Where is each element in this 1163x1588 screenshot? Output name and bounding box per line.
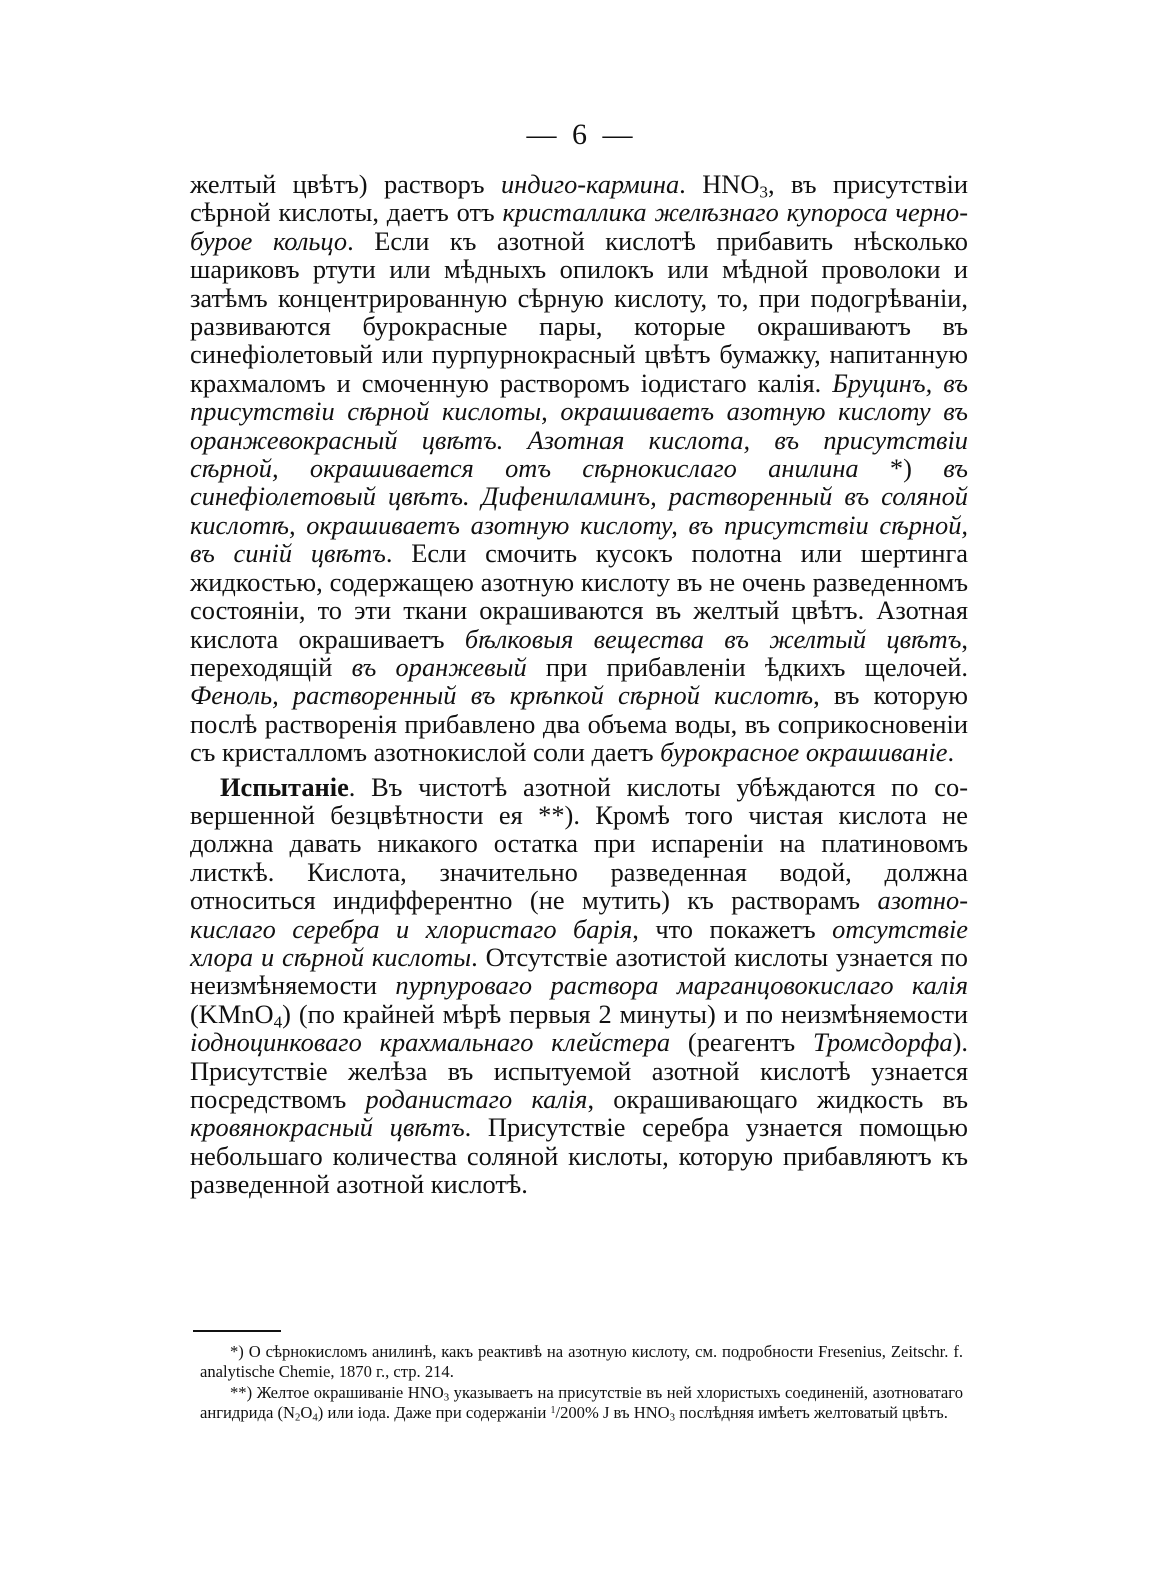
text-run: . HNO	[679, 169, 760, 199]
footnote-text: ) или іода. Даже при содержаніи	[317, 1402, 551, 1422]
text-run: при прибавленіи ѣдкихъ щелочей.	[526, 651, 969, 682]
text-run: . Отсутствіе азотистой кислоты узнается по неизмѣняемости	[190, 941, 968, 1001]
subscript: 4	[312, 1411, 318, 1424]
text-run: ). Присутствіе желѣза въ испытуемой азотной кислотѣ узнается посредствомъ	[190, 1027, 968, 1114]
italic-run: Феноль, растворенный въ крѣпкой сѣрной кислотѣ	[190, 680, 814, 711]
footnote-text: O	[300, 1402, 313, 1422]
text-run: (реагентъ	[670, 1027, 813, 1058]
text-run: ) (по крайней мѣрѣ первыя 2 минуты) и по неизмѣняемости	[282, 998, 968, 1029]
paragraph-reactions	[190, 170, 968, 767]
italic-run: роданистаго калія	[365, 1084, 588, 1114]
footnote-separator	[193, 1330, 281, 1332]
footnote-marker: *)	[230, 1342, 244, 1361]
subscript: 3	[443, 1391, 450, 1404]
footnote-text: указываетъ на присутствіе въ ней хлористыхъ соединеній, азотноватаго ангидрида (N	[200, 1383, 963, 1422]
text-run: . Присутствіе серебра узнается помощью небольшаго количества соляной кислоты, которую прибавляютъ къ разведенной азотной кислотѣ.	[190, 1112, 968, 1200]
section-heading: Испытаніе	[220, 771, 349, 802]
footnote-text: Желтое окрашиваніе HNO	[252, 1383, 444, 1403]
italic-run: кровянокрасный цвѣтъ	[190, 1112, 465, 1143]
footnotes	[200, 1342, 963, 1422]
text-run: , въ которую послѣ растворенія прибавлено два объема воды, въ соприкосновеніи съ кристалломъ азотнокислой соли даетъ	[190, 680, 968, 768]
text-run: , переходящій	[190, 623, 968, 682]
text-run: , окрашивающаго жидкость въ	[587, 1084, 968, 1114]
italic-run: отсутствіе хлора и сѣрной кислоты	[190, 913, 968, 972]
footnote-text: % J въ HNO	[584, 1402, 670, 1422]
italic-run: Бруцинъ, въ присутствіи сѣрной кислоты, окрашиваетъ азотную кислоту въ оранжевокрасный цвѣтъ. Азотная кислота, въ присутствіи сѣрной, окрашивается отъ сѣрнокислаго анилина	[190, 367, 969, 484]
italic-run: Тромсдорфа	[812, 1027, 953, 1058]
text-run: .	[947, 737, 955, 768]
italic-run: въ синефіолетовый цвѣтъ. Дифениламинъ, растворенный въ соляной кислотѣ, окрашиваетъ азотную кислоту, въ присутствіи сѣрной, въ синій цвѣтъ	[190, 453, 968, 569]
italic-run: азотнокислаго серебра и хлористаго барія	[190, 885, 968, 944]
italic-run: въ оранжевый	[351, 651, 527, 682]
main-text	[190, 170, 968, 1199]
subscript: 4	[273, 1012, 283, 1032]
fraction-numerator: 1	[550, 1404, 556, 1416]
footnote-text: послѣдняя имѣетъ желтоватый цвѣтъ.	[675, 1402, 948, 1422]
paragraph-testing	[190, 773, 968, 1199]
text-run: желтый цвѣтъ) растворъ	[190, 169, 501, 199]
text-run: . Если къ азотной кислотѣ прибавить нѣсколько шариковъ ртути или мѣдныхъ опилокъ или мѣдной проволоки и затѣмъ концентрированную сѣрную кислоту, то, при подогрѣваніи, развиваются бурокрасные пары, которые окрашиваютъ въ синефіолетовый или пурпурнокрасный цвѣтъ бумажку, напитанную крахмаломъ и смоченную растворомъ іодистаго калія.	[190, 225, 968, 398]
page-number: — 6 —	[526, 118, 637, 151]
fraction-denominator: /200	[555, 1402, 585, 1422]
subscript: 3	[669, 1411, 676, 1424]
text-run: . Если смочить кусокъ полотна или шертинга жидкостью, содержащею азотную кислоту въ не очень разведенномъ состояніи, то эти ткани окрашиваются въ желтый цвѣтъ. Азотная кислота окрашиваетъ	[190, 538, 968, 654]
text-run: *)	[858, 453, 944, 484]
italic-run: кристаллика желѣзнаго купороса чернобурое кольцо	[190, 197, 969, 256]
footnote-1	[200, 1342, 963, 1381]
italic-run: бѣлковыя вещества въ желтый цвѣтъ	[464, 623, 962, 654]
footnote-text: О сѣрнокисломъ анилинѣ, какъ реактивѣ на азотную кислоту, см. подробности Fresenius, Zeitschr. f. analytische Chemie, 1870 г., стр. 214.	[200, 1342, 963, 1381]
subscript: 3	[759, 182, 768, 202]
footnote-2	[200, 1383, 963, 1422]
italic-run: индиго-кармина	[500, 169, 680, 199]
text-run: . Въ чистотѣ азотной кислоты убѣждаются по совершенной безцвѣтности ея **). Кромѣ того чистая кислота не должна давать никакого остатка при испареніи на платиновомъ листкѣ. Кислота, значительно разведенная водой, должна относиться индифферентно (не мутить) къ растворамъ	[190, 771, 968, 916]
italic-run: іодноцинковаго крахмальнаго клейстера	[190, 1027, 671, 1058]
text-run: , что покажетъ	[632, 913, 833, 944]
text-run: , въ присутствіи сѣрной кислоты, даетъ отъ	[190, 169, 968, 228]
footnote-marker: **)	[230, 1383, 253, 1403]
italic-run: бурокрасное окрашиваніе	[660, 737, 948, 768]
text-run: (KMnO	[190, 998, 274, 1029]
subscript: 2	[295, 1411, 301, 1424]
italic-run: пурпуроваго раствора марганцовокислаго калія	[395, 970, 968, 1001]
